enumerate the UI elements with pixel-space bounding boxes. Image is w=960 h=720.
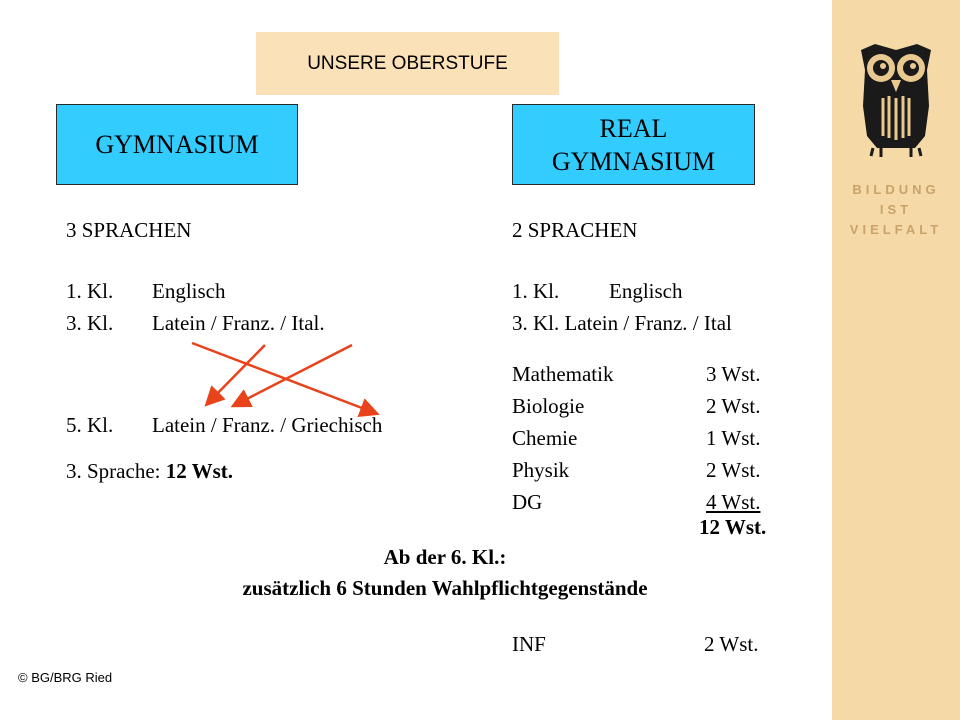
- gym-row5-class: 5. Kl.: [66, 413, 114, 437]
- realgymnasium-label-line1: REAL: [599, 113, 668, 143]
- gymnasium-box: [56, 104, 298, 185]
- elective-note-line1: Ab der 6. Kl.:: [383, 545, 507, 569]
- gym-row1-subject: Englisch: [152, 279, 226, 303]
- gym-row3-subject: Latein / Franz. / Ital.: [152, 311, 325, 335]
- realgymnasium-box: [512, 104, 755, 185]
- rg-subject-hours: 3 Wst.: [706, 362, 761, 386]
- owl-logo-icon: [855, 36, 937, 164]
- rg-subject-name: DG: [512, 490, 543, 514]
- elective-note-line2: zusätzlich 6 Stunden Wahlpflichtgegenstände: [242, 576, 648, 600]
- rg-subject-hours: 2 Wst.: [706, 458, 761, 482]
- logo-text-line3: VIELFALT: [849, 222, 943, 237]
- rg-subject-hours: 1 Wst.: [706, 426, 761, 450]
- gymnasium-label: GYMNASIUM: [95, 130, 259, 159]
- rg-row3: 3. Kl. Latein / Franz. / Ital: [512, 311, 732, 335]
- gym-row5-subject: Latein / Franz. / Griechisch: [152, 413, 383, 437]
- rg-row1-class: 1. Kl.: [512, 279, 560, 303]
- elective-hours: 2 Wst.: [704, 632, 759, 656]
- rg-subject-name: Mathematik: [512, 362, 614, 386]
- gym-third-language-hours: 12 Wst.: [165, 459, 234, 483]
- rg-total-hours: 12 Wst.: [699, 515, 767, 539]
- gym-row3-class: 3. Kl.: [66, 311, 114, 335]
- rg-subject-hours: 4 Wst.: [706, 490, 761, 514]
- logo-text-line2: IST: [879, 202, 913, 217]
- elective-name: INF: [512, 632, 546, 656]
- rg-subject-name: Chemie: [512, 426, 578, 450]
- page-title: UNSERE OBERSTUFE: [256, 32, 559, 95]
- rg-subject-name: Physik: [512, 458, 570, 482]
- rg-subject-name: Biologie: [512, 394, 585, 418]
- gym-languages-heading: 3 SPRACHEN: [66, 218, 192, 242]
- gym-third-language: [66, 459, 233, 483]
- copyright: © BG/BRG Ried: [18, 670, 113, 685]
- logo-text-line1: BILDUNG: [852, 182, 940, 197]
- gym-row1-class: 1. Kl.: [66, 279, 114, 303]
- rg-languages-heading: 2 SPRACHEN: [512, 218, 638, 242]
- rg-row1-subject: Englisch: [609, 279, 683, 303]
- rg-subject-hours: 2 Wst.: [706, 394, 761, 418]
- gym-third-language-label: 3. Sprache:: [66, 459, 166, 483]
- realgymnasium-label-line2: GYMNASIUM: [551, 146, 716, 176]
- language-switch-arrows: [170, 335, 390, 425]
- arrow-italian-to-french: [235, 345, 352, 405]
- arrow-latin-to-greek: [192, 343, 375, 413]
